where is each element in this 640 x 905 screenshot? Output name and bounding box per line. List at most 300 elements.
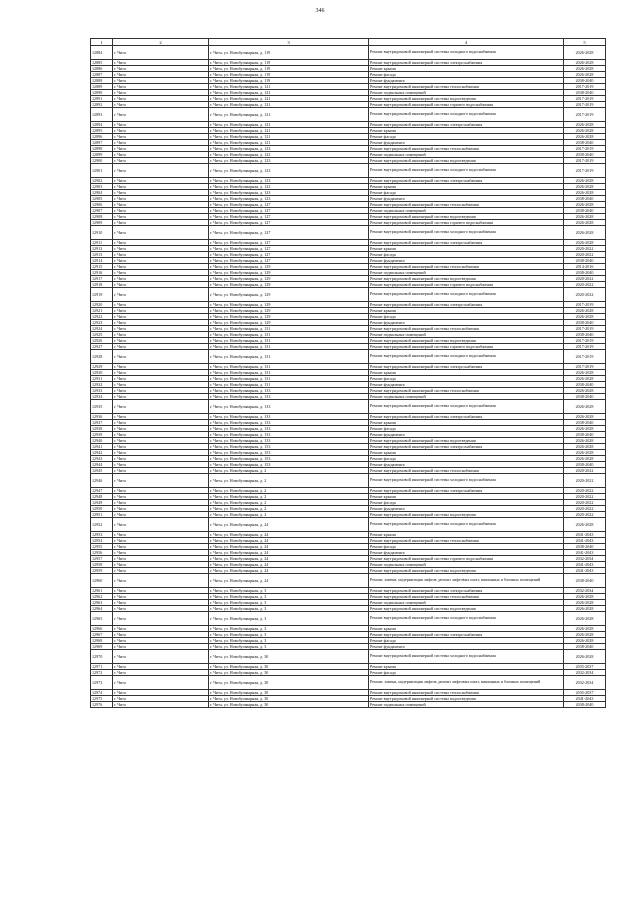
address-cell: г. Чита, ул. Новобульварная, д. 3: [209, 626, 369, 632]
work-type-cell: Ремонт внутридомовой инженерной системы горячего водоснабжения: [369, 102, 564, 108]
row-number: 12947: [91, 488, 113, 494]
address-cell: г. Чита, ул. Новобульварная, д. 133: [209, 394, 369, 400]
locality-cell: г. Чита: [113, 600, 209, 606]
locality-cell: г. Чита: [113, 240, 209, 246]
period-cell: 2041-2043: [564, 696, 606, 702]
row-number: 12966: [91, 626, 113, 632]
address-cell: г. Чита, ул. Новобульварная, д. 131: [209, 332, 369, 338]
row-number: 12885: [91, 60, 113, 66]
locality-cell: г. Чита: [113, 432, 209, 438]
period-cell: 2017-2019: [564, 96, 606, 102]
row-number: 12953: [91, 532, 113, 538]
row-number: 12907: [91, 208, 113, 214]
locality-cell: г. Чита: [113, 532, 209, 538]
period-cell: 2026-2028: [564, 450, 606, 456]
address-cell: г. Чита, ул. Новобульварная, д. 121: [209, 128, 369, 134]
locality-cell: г. Чита: [113, 544, 209, 550]
row-number: 12897: [91, 140, 113, 146]
table-row: [91, 650, 606, 664]
work-type-cell: Ремонт фундамента: [369, 258, 564, 264]
row-number: 12935: [91, 400, 113, 414]
address-cell: г. Чита, ул. Новобульварная, д. 123: [209, 190, 369, 196]
period-cell: 2038-2040: [564, 382, 606, 388]
work-type-cell: Ремонт фундамента: [369, 432, 564, 438]
locality-cell: г. Чита: [113, 128, 209, 134]
locality-cell: г. Чита: [113, 690, 209, 696]
period-cell: 2026-2028: [564, 414, 606, 420]
locality-cell: г. Чита: [113, 196, 209, 202]
work-type-cell: Ремонт подвальных помещений: [369, 562, 564, 568]
table-row: [91, 574, 606, 588]
period-cell: 2026-2028: [564, 308, 606, 314]
column-header-1: 1: [91, 39, 113, 46]
work-type-cell: Ремонт фасада: [369, 252, 564, 258]
address-cell: г. Чита, ул. Новобульварная, д. 131: [209, 338, 369, 344]
period-cell: 2026-2028: [564, 214, 606, 220]
work-type-cell: Ремонт внутридомовой инженерной системы электроснабжения: [369, 302, 564, 308]
row-number: 12909: [91, 220, 113, 226]
period-cell: 2017-2019: [564, 364, 606, 370]
period-cell: 2038-2040: [564, 78, 606, 84]
locality-cell: г. Чита: [113, 574, 209, 588]
period-cell: 2026-2028: [564, 72, 606, 78]
period-cell: 2020-2022: [564, 512, 606, 518]
locality-cell: г. Чита: [113, 568, 209, 574]
address-cell: г. Чита, ул. Новобульварная, д. 123: [209, 158, 369, 164]
period-cell: 2020-2022: [564, 474, 606, 488]
address-cell: г. Чита, ул. Новобульварная, д. 121: [209, 84, 369, 90]
period-cell: 2017-2019: [564, 108, 606, 122]
row-number: 12899: [91, 152, 113, 158]
locality-cell: г. Чита: [113, 178, 209, 184]
row-number: 12900: [91, 158, 113, 164]
work-type-cell: Ремонт внутридомовой инженерной системы горячего водоснабжения: [369, 344, 564, 350]
address-cell: г. Чита, ул. Новобульварная, д. 24: [209, 556, 369, 562]
row-number: 12926: [91, 338, 113, 344]
work-type-cell: Ремонт фундамента: [369, 320, 564, 326]
work-type-cell: Ремонт внутридомовой инженерной системы теплоснабжения: [369, 146, 564, 152]
row-number: 12971: [91, 664, 113, 670]
address-cell: г. Чита, ул. Новобульварная, д. 30: [209, 696, 369, 702]
locality-cell: г. Чита: [113, 562, 209, 568]
address-cell: г. Чита, ул. Новобульварная, д. 133: [209, 432, 369, 438]
work-type-cell: Ремонт внутридомовой инженерной системы теплоснабжения: [369, 84, 564, 90]
period-cell: 2017-2019: [564, 84, 606, 90]
work-type-cell: Ремонт внутридомовой инженерной системы теплоснабжения: [369, 264, 564, 270]
row-number: 12887: [91, 72, 113, 78]
table-row: [91, 612, 606, 626]
row-number: 12975: [91, 696, 113, 702]
locality-cell: г. Чита: [113, 202, 209, 208]
locality-cell: г. Чита: [113, 426, 209, 432]
period-cell: 2017-2019: [564, 350, 606, 364]
work-type-cell: Ремонт внутридомовой инженерной системы холодного водоснабжения: [369, 46, 564, 60]
work-type-cell: Ремонт внутридомовой инженерной системы электроснабжения: [369, 444, 564, 450]
period-cell: 2026-2028: [564, 612, 606, 626]
work-type-cell: Ремонт фундамента: [369, 382, 564, 388]
address-cell: г. Чита, ул. Новобульварная, д. 153: [209, 444, 369, 450]
address-cell: г. Чита, ул. Новобульварная, д. 30: [209, 676, 369, 690]
row-number: 12969: [91, 644, 113, 650]
work-type-cell: Ремонт, замена, модернизация лифтов, ремонт лифтовых шахт, машинных и блочных помещений: [369, 676, 564, 690]
address-cell: г. Чита, ул. Новобульварная, д. 131: [209, 376, 369, 382]
work-type-cell: Ремонт крыши: [369, 128, 564, 134]
work-type-cell: Ремонт внутридомовой инженерной системы теплоснабжения: [369, 594, 564, 600]
locality-cell: г. Чита: [113, 344, 209, 350]
period-cell: 2026-2028: [564, 134, 606, 140]
row-number: 12936: [91, 414, 113, 420]
period-cell: 2035-2037: [564, 690, 606, 696]
row-number: 12908: [91, 214, 113, 220]
row-number: 12946: [91, 474, 113, 488]
address-cell: г. Чита, ул. Новобульварная, д. 123: [209, 196, 369, 202]
address-cell: г. Чита, ул. Новобульварная, д. 30: [209, 690, 369, 696]
work-type-cell: Ремонт внутридомовой инженерной системы электроснабжения: [369, 588, 564, 594]
address-cell: г. Чита, ул. Новобульварная, д. 121: [209, 102, 369, 108]
period-cell: 2038-2040: [564, 196, 606, 202]
work-type-cell: Ремонт крыши: [369, 66, 564, 72]
work-type-cell: Ремонт подвальных помещений: [369, 600, 564, 606]
work-type-cell: Ремонт фундамента: [369, 644, 564, 650]
work-type-cell: Ремонт внутридомовой инженерной системы водоотведения: [369, 158, 564, 164]
period-cell: 2038-2040: [564, 320, 606, 326]
work-type-cell: Ремонт фундамента: [369, 140, 564, 146]
table-row: [91, 164, 606, 178]
work-type-cell: Ремонт внутридомовой инженерной системы холодного водоснабжения: [369, 474, 564, 488]
work-type-cell: Ремонт внутридомовой инженерной системы холодного водоснабжения: [369, 518, 564, 532]
period-cell: 2026-2028: [564, 518, 606, 532]
work-type-cell: Ремонт фасада: [369, 456, 564, 462]
locality-cell: г. Чита: [113, 164, 209, 178]
work-type-cell: Ремонт крыши: [369, 184, 564, 190]
period-cell: 2038-2040: [564, 432, 606, 438]
work-type-cell: Ремонт внутридомовой инженерной системы теплоснабжения: [369, 468, 564, 474]
work-type-cell: Ремонт внутридомовой инженерной системы холодного водоснабжения: [369, 108, 564, 122]
period-cell: 2038-2040: [564, 332, 606, 338]
period-cell: 2026-2028: [564, 190, 606, 196]
row-number: 12933: [91, 388, 113, 394]
work-type-cell: Ремонт внутридомовой инженерной системы горячего водоснабжения: [369, 556, 564, 562]
work-type-cell: Ремонт фасада: [369, 190, 564, 196]
address-cell: г. Чита, ул. Новобульварная, д. 127: [209, 258, 369, 264]
locality-cell: г. Чита: [113, 506, 209, 512]
period-cell: 2026-2028: [564, 184, 606, 190]
address-cell: г. Чита, ул. Новобульварная, д. 123: [209, 152, 369, 158]
locality-cell: г. Чита: [113, 456, 209, 462]
address-cell: г. Чита, ул. Новобульварная, д. 131: [209, 364, 369, 370]
work-type-cell: Ремонт фасада: [369, 670, 564, 676]
row-number: 12910: [91, 226, 113, 240]
table-row: [91, 676, 606, 690]
work-type-cell: Ремонт крыши: [369, 420, 564, 426]
address-cell: г. Чита, ул. Новобульварная, д. 129: [209, 282, 369, 288]
locality-cell: г. Чита: [113, 650, 209, 664]
row-number: 12976: [91, 702, 113, 708]
table-row: [91, 702, 606, 708]
work-type-cell: Ремонт внутридомовой инженерной системы электроснабжения: [369, 60, 564, 66]
work-type-cell: Ремонт внутридомовой инженерной системы холодного водоснабжения: [369, 650, 564, 664]
period-cell: 2014-2016: [564, 264, 606, 270]
address-cell: г. Чита, ул. Новобульварная, д. 129: [209, 264, 369, 270]
address-cell: г. Чита, ул. Новобульварная, д. 121: [209, 134, 369, 140]
row-number: 12945: [91, 468, 113, 474]
locality-cell: г. Чита: [113, 494, 209, 500]
address-cell: г. Чита, ул. Новобульварная, д. 127: [209, 208, 369, 214]
work-type-cell: Ремонт фасада: [369, 638, 564, 644]
work-type-cell: Ремонт внутридомовой инженерной системы холодного водоснабжения: [369, 164, 564, 178]
period-cell: 2026-2028: [564, 220, 606, 226]
row-number: 12925: [91, 332, 113, 338]
locality-cell: г. Чита: [113, 108, 209, 122]
locality-cell: г. Чита: [113, 338, 209, 344]
locality-cell: г. Чита: [113, 550, 209, 556]
work-type-cell: Ремонт фундамента: [369, 506, 564, 512]
locality-cell: г. Чита: [113, 214, 209, 220]
locality-cell: г. Чита: [113, 258, 209, 264]
work-type-cell: Ремонт внутридомовой инженерной системы электроснабжения: [369, 414, 564, 420]
period-cell: 2026-2028: [564, 66, 606, 72]
row-number: 12914: [91, 258, 113, 264]
period-cell: 2041-2043: [564, 562, 606, 568]
locality-cell: г. Чита: [113, 308, 209, 314]
locality-cell: г. Чита: [113, 670, 209, 676]
address-cell: г. Чита, ул. Новобульварная, д. 2: [209, 474, 369, 488]
row-number: 12955: [91, 544, 113, 550]
period-cell: 2038-2040: [564, 258, 606, 264]
address-cell: г. Чита, ул. Новобульварная, д. 2: [209, 494, 369, 500]
period-cell: 2026-2028: [564, 122, 606, 128]
work-type-cell: Ремонт внутридомовой инженерной системы электроснабжения: [369, 240, 564, 246]
table-row: [91, 288, 606, 302]
period-cell: 2026-2028: [564, 600, 606, 606]
row-number: 12963: [91, 600, 113, 606]
period-cell: 2026-2028: [564, 426, 606, 432]
address-cell: г. Чита, ул. Новобульварная, д. 30: [209, 650, 369, 664]
period-cell: 2026-2028: [564, 438, 606, 444]
work-type-cell: Ремонт внутридомовой инженерной системы теплоснабжения: [369, 202, 564, 208]
work-type-cell: Ремонт внутридомовой инженерной системы водоотведения: [369, 214, 564, 220]
locality-cell: г. Чита: [113, 462, 209, 468]
address-cell: г. Чита, ул. Новобульварная, д. 131: [209, 344, 369, 350]
row-number: 12927: [91, 344, 113, 350]
row-number: 12956: [91, 550, 113, 556]
locality-cell: г. Чита: [113, 78, 209, 84]
address-cell: г. Чита, ул. Новобульварная, д. 2: [209, 468, 369, 474]
work-type-cell: Ремонт подвальных помещений: [369, 208, 564, 214]
column-header-4: 4: [369, 39, 564, 46]
row-number: 12920: [91, 302, 113, 308]
period-cell: 2017-2019: [564, 338, 606, 344]
table-row: [91, 350, 606, 364]
period-cell: 2032-2034: [564, 676, 606, 690]
address-cell: г. Чита, ул. Новобульварная, д. 119: [209, 72, 369, 78]
work-type-cell: Ремонт внутридомовой инженерной системы водоотведения: [369, 606, 564, 612]
row-number: 12932: [91, 382, 113, 388]
locality-cell: г. Чита: [113, 264, 209, 270]
work-type-cell: Ремонт фасада: [369, 134, 564, 140]
period-cell: 2026-2028: [564, 650, 606, 664]
locality-cell: г. Чита: [113, 626, 209, 632]
row-number: 12974: [91, 690, 113, 696]
locality-cell: г. Чита: [113, 288, 209, 302]
address-cell: г. Чита, ул. Новобульварная, д. 153: [209, 450, 369, 456]
locality-cell: г. Чита: [113, 394, 209, 400]
locality-cell: г. Чита: [113, 46, 209, 60]
row-number: 12919: [91, 288, 113, 302]
period-cell: 2020-2022: [564, 288, 606, 302]
work-type-cell: Ремонт фасада: [369, 72, 564, 78]
work-type-cell: Ремонт внутридомовой инженерной системы водоотведения: [369, 696, 564, 702]
period-cell: 2038-2040: [564, 152, 606, 158]
address-cell: г. Чита, ул. Новобульварная, д. 24: [209, 532, 369, 538]
period-cell: 2026-2028: [564, 626, 606, 632]
period-cell: 2038-2040: [564, 574, 606, 588]
table-row: [91, 474, 606, 488]
period-cell: 2038-2040: [564, 208, 606, 214]
period-cell: 2026-2028: [564, 202, 606, 208]
address-cell: г. Чита, ул. Новобульварная, д. 3: [209, 588, 369, 594]
work-type-cell: Ремонт фасада: [369, 500, 564, 506]
address-cell: г. Чита, ул. Новобульварная, д. 127: [209, 226, 369, 240]
row-number: 12904: [91, 190, 113, 196]
table-header: [91, 39, 606, 46]
locality-cell: г. Чита: [113, 332, 209, 338]
row-number: 12928: [91, 350, 113, 364]
row-number: 12892: [91, 102, 113, 108]
address-cell: г. Чита, ул. Новобульварная, д. 3: [209, 644, 369, 650]
schedule-table: [90, 38, 606, 708]
locality-cell: г. Чита: [113, 122, 209, 128]
address-cell: г. Чита, ул. Новобульварная, д. 127: [209, 252, 369, 258]
locality-cell: г. Чита: [113, 400, 209, 414]
work-type-cell: Ремонт внутридомовой инженерной системы холодного водоснабжения: [369, 226, 564, 240]
address-cell: г. Чита, ул. Новобульварная, д. 131: [209, 370, 369, 376]
row-number: 12917: [91, 276, 113, 282]
locality-cell: г. Чита: [113, 638, 209, 644]
address-cell: г. Чита, ул. Новобульварная, д. 121: [209, 122, 369, 128]
address-cell: г. Чита, ул. Новобульварная, д. 121: [209, 140, 369, 146]
period-cell: 2032-2034: [564, 670, 606, 676]
row-number: 12921: [91, 308, 113, 314]
address-cell: г. Чита, ул. Новобульварная, д. 123: [209, 164, 369, 178]
row-number: 12962: [91, 594, 113, 600]
row-number: 12957: [91, 556, 113, 562]
period-cell: 2035-2037: [564, 664, 606, 670]
period-cell: 2020-2022: [564, 500, 606, 506]
locality-cell: г. Чита: [113, 696, 209, 702]
work-type-cell: Ремонт внутридомовой инженерной системы холодного водоснабжения: [369, 400, 564, 414]
period-cell: 2038-2040: [564, 462, 606, 468]
row-number: 12905: [91, 196, 113, 202]
locality-cell: г. Чита: [113, 190, 209, 196]
address-cell: г. Чита, ул. Новобульварная, д. 127: [209, 246, 369, 252]
row-number: 12896: [91, 134, 113, 140]
locality-cell: г. Чита: [113, 644, 209, 650]
period-cell: 2026-2028: [564, 240, 606, 246]
row-number: 12965: [91, 612, 113, 626]
row-number: 12884: [91, 46, 113, 60]
locality-cell: г. Чита: [113, 226, 209, 240]
row-number: 12964: [91, 606, 113, 612]
row-number: 12948: [91, 494, 113, 500]
row-number: 12918: [91, 282, 113, 288]
work-type-cell: Ремонт подвальных помещений: [369, 332, 564, 338]
address-cell: г. Чита, ул. Новобульварная, д. 30: [209, 702, 369, 708]
work-type-cell: Ремонт подвальных помещений: [369, 270, 564, 276]
work-type-cell: Ремонт внутридомовой инженерной системы водоотведения: [369, 568, 564, 574]
work-type-cell: Ремонт внутридомовой инженерной системы холодного водоснабжения: [369, 288, 564, 302]
work-type-cell: Ремонт внутридомовой инженерной системы электроснабжения: [369, 178, 564, 184]
locality-cell: г. Чита: [113, 664, 209, 670]
work-type-cell: Ремонт подвальных помещений: [369, 702, 564, 708]
work-type-cell: Ремонт внутридомовой инженерной системы теплоснабжения: [369, 388, 564, 394]
row-number: 12903: [91, 184, 113, 190]
locality-cell: г. Чита: [113, 414, 209, 420]
address-cell: г. Чита, ул. Новобульварная, д. 2: [209, 506, 369, 512]
locality-cell: г. Чита: [113, 444, 209, 450]
work-type-cell: Ремонт крыши: [369, 532, 564, 538]
address-cell: г. Чита, ул. Новобульварная, д. 24: [209, 574, 369, 588]
address-cell: г. Чита, ул. Новобульварная, д. 129: [209, 320, 369, 326]
address-cell: г. Чита, ул. Новобульварная, д. 119: [209, 60, 369, 66]
locality-cell: г. Чита: [113, 60, 209, 66]
row-number: 12891: [91, 96, 113, 102]
address-cell: г. Чита, ул. Новобульварная, д. 2: [209, 500, 369, 506]
work-type-cell: Ремонт внутридомовой инженерной системы водоотведения: [369, 338, 564, 344]
work-type-cell: Ремонт крыши: [369, 494, 564, 500]
address-cell: г. Чита, ул. Новобульварная, д. 129: [209, 308, 369, 314]
locality-cell: г. Чита: [113, 184, 209, 190]
locality-cell: г. Чита: [113, 450, 209, 456]
period-cell: 2032-2034: [564, 556, 606, 562]
locality-cell: г. Чита: [113, 134, 209, 140]
locality-cell: г. Чита: [113, 302, 209, 308]
period-cell: 2020-2022: [564, 506, 606, 512]
table-body: [91, 46, 606, 708]
locality-cell: г. Чита: [113, 518, 209, 532]
address-cell: г. Чита, ул. Новобульварная, д. 24: [209, 550, 369, 556]
row-number: 12930: [91, 370, 113, 376]
work-type-cell: Ремонт крыши: [369, 370, 564, 376]
locality-cell: г. Чита: [113, 326, 209, 332]
work-type-cell: Ремонт фасада: [369, 314, 564, 320]
address-cell: г. Чита, ул. Новобульварная, д. 131: [209, 350, 369, 364]
row-number: 12951: [91, 512, 113, 518]
table-row: [91, 226, 606, 240]
locality-cell: г. Чита: [113, 556, 209, 562]
schedule-table-container: [90, 38, 605, 708]
period-cell: 2026-2028: [564, 632, 606, 638]
row-number: 12970: [91, 650, 113, 664]
period-cell: 2020-2022: [564, 276, 606, 282]
address-cell: г. Чита, ул. Новобульварная, д. 129: [209, 314, 369, 320]
table-row: [91, 518, 606, 532]
row-number: 12943: [91, 456, 113, 462]
row-number: 12940: [91, 438, 113, 444]
locality-cell: г. Чита: [113, 314, 209, 320]
row-number: 12916: [91, 270, 113, 276]
row-number: 12954: [91, 538, 113, 544]
period-cell: 2032-2034: [564, 588, 606, 594]
period-cell: 2017-2019: [564, 146, 606, 152]
locality-cell: г. Чита: [113, 72, 209, 78]
column-header-5: 5: [564, 39, 606, 46]
period-cell: 2026-2028: [564, 226, 606, 240]
address-cell: г. Чита, ул. Новобульварная, д. 24: [209, 518, 369, 532]
address-cell: г. Чита, ул. Новобульварная, д. 119: [209, 78, 369, 84]
row-number: 12959: [91, 568, 113, 574]
address-cell: г. Чита, ул. Новобульварная, д. 127: [209, 220, 369, 226]
